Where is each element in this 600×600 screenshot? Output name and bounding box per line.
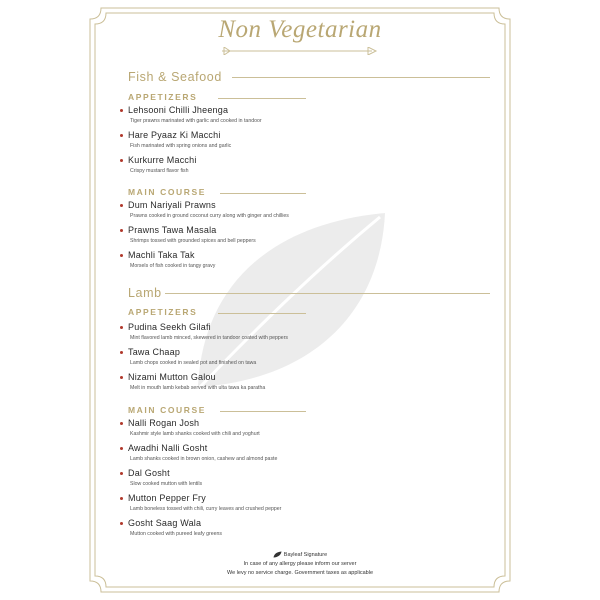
bullet-icon — [120, 447, 123, 450]
title-ornament-icon — [222, 47, 378, 55]
item-description: Crispy mustard flavor fish — [130, 168, 189, 174]
section-title-lamb: Lamb — [128, 286, 162, 300]
subheading-main-course: MAIN COURSE — [128, 187, 207, 197]
bullet-icon — [120, 376, 123, 379]
item-name: Tawa Chaap — [128, 347, 181, 357]
item-name: Machli Taka Tak — [128, 250, 195, 260]
menu-item — [120, 468, 450, 488]
item-description: Kashmir style lamb shanks cooked with chili and yoghurt — [130, 431, 260, 437]
bullet-icon — [120, 351, 123, 354]
menu-item — [120, 372, 450, 392]
bullet-icon — [120, 472, 123, 475]
bullet-icon — [120, 497, 123, 500]
menu-item — [120, 155, 450, 175]
subheading-divider — [220, 411, 306, 412]
item-description: Melt in mouth lamb kebab served with ulta tawa ka paratha — [130, 385, 266, 391]
item-name: Nizami Mutton Galou — [128, 372, 216, 382]
item-description: Prawns cooked in ground coconut curry along with ginger and chillies — [130, 213, 289, 219]
menu-item — [120, 225, 450, 245]
page-title: Non Vegetarian — [218, 16, 382, 43]
subheading-appetizers: APPETIZERS — [128, 92, 198, 102]
item-name: Nalli Rogan Josh — [128, 418, 200, 428]
subheading-divider — [218, 98, 306, 99]
item-name: Kurkurre Macchi — [128, 155, 197, 165]
item-description: Slow cooked mutton with lentils — [130, 481, 203, 487]
item-description: Shrimps tossed with grounded spices and bell peppers — [130, 238, 256, 244]
bullet-icon — [120, 204, 123, 207]
item-name: Dal Gosht — [128, 468, 170, 478]
item-description: Morsels of fish cooked in tangy gravy — [130, 263, 216, 269]
item-description: Lamb chops cooked in sealed pot and finished on tawa — [130, 360, 257, 366]
item-description: Lamb shanks cooked in brown onion, cashew and almond paste — [130, 456, 278, 462]
menu-item — [120, 200, 450, 220]
footer-signature — [0, 551, 600, 559]
item-description: Mutton cooked with pureed leafy greens — [130, 531, 222, 537]
bullet-icon — [120, 326, 123, 329]
bullet-icon — [120, 254, 123, 257]
item-name: Dum Nariyali Prawns — [128, 200, 216, 210]
item-name: Prawns Tawa Masala — [128, 225, 217, 235]
menu-item — [120, 493, 450, 513]
subheading-main-course: MAIN COURSE — [128, 405, 207, 415]
menu-item — [120, 322, 450, 342]
section-title-fish-seafood: Fish & Seafood — [128, 70, 222, 84]
item-description: Tiger prawns marinated with garlic and cooked in tandoor — [130, 118, 262, 124]
item-name: Pudina Seekh Gilafi — [128, 322, 211, 332]
bullet-icon — [120, 422, 123, 425]
item-name: Hare Pyaaz Ki Macchi — [128, 130, 221, 140]
item-name: Gosht Saag Wala — [128, 518, 202, 528]
bullet-icon — [120, 229, 123, 232]
menu-item — [120, 105, 450, 125]
bayleaf-icon — [273, 551, 282, 558]
bullet-icon — [120, 109, 123, 112]
signature-label: Bayleaf Signature — [283, 552, 328, 558]
menu-item — [120, 418, 450, 438]
bullet-icon — [120, 159, 123, 162]
item-name: Mutton Pepper Fry — [128, 493, 206, 503]
section-divider — [165, 293, 490, 294]
menu-item — [120, 347, 450, 367]
item-name: Awadhi Nalli Gosht — [128, 443, 208, 453]
subheading-divider — [218, 313, 306, 314]
subheading-divider — [220, 193, 306, 194]
item-name: Lehsooni Chilli Jheenga — [128, 105, 229, 115]
bullet-icon — [120, 134, 123, 137]
menu-item — [120, 130, 450, 150]
menu-item — [120, 443, 450, 463]
item-description: Lamb boneless tossed with chili, curry leaves and crushed pepper — [130, 506, 282, 512]
section-divider — [232, 77, 490, 78]
menu-item — [120, 250, 450, 270]
item-description: Mint flavored lamb minced, skewered in tandoor coated with peppers — [130, 335, 289, 341]
footer-charges-note: We levy no service charge. Government taxes as applicable — [226, 570, 374, 576]
bullet-icon — [120, 522, 123, 525]
subheading-appetizers: APPETIZERS — [128, 307, 198, 317]
item-description: Fish marinated with spring onions and garlic — [130, 143, 232, 149]
menu-item — [120, 518, 450, 538]
footer-allergy-note: In case of any allergy please inform our server — [243, 561, 357, 567]
